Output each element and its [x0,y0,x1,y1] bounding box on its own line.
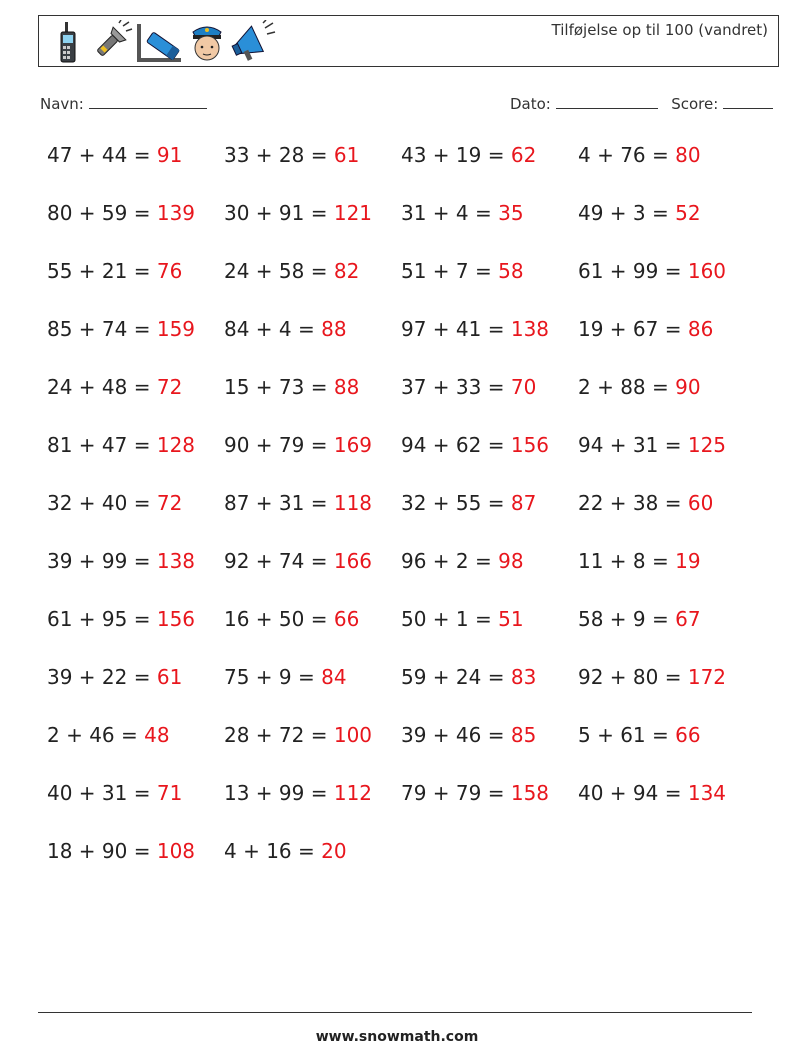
problem-question: 18 + 90 = [47,839,157,863]
problem-answer: 52 [675,201,701,225]
name-blank[interactable] [89,94,207,109]
problem-cell [578,317,713,341]
problem-answer: 91 [156,143,183,167]
problem-cell [578,607,701,631]
problem-answer: 112 [333,781,373,805]
problem-question: 85 + 74 = [47,317,157,341]
problem-cell [224,607,359,631]
problem-cell [401,723,536,747]
problem-answer: 87 [510,491,537,515]
problem-answer: 67 [675,607,701,631]
problem-cell [224,839,347,863]
problem-answer: 169 [333,433,373,457]
problem-question: 50 + 1 = [401,607,499,631]
problem-cell [47,143,182,167]
problem-cell [401,433,549,457]
problem-question: 22 + 38 = [578,491,688,515]
problem-question: 49 + 3 = [578,201,676,225]
problem-cell [401,549,524,573]
problem-question: 30 + 91 = [224,201,334,225]
problem-answer: 82 [333,259,360,283]
problem-question: 11 + 8 = [578,549,676,573]
problem-answer: 71 [156,781,183,805]
problem-cell [224,201,372,225]
problem-cell [578,723,701,747]
problem-cell [224,549,372,573]
problem-answer: 35 [498,201,524,225]
problem-answer: 72 [156,375,183,399]
problem-question: 97 + 41 = [401,317,511,341]
problem-question: 92 + 80 = [578,665,688,689]
problem-answer: 58 [498,259,524,283]
problem-question: 39 + 46 = [401,723,511,747]
problem-cell [401,143,536,167]
problem-question: 24 + 58 = [224,259,334,283]
problem-cell [224,491,372,515]
problem-question: 80 + 59 = [47,201,157,225]
problem-cell [578,549,701,573]
problem-cell [578,433,726,457]
problem-question: 39 + 99 = [47,549,157,573]
problem-question: 47 + 44 = [47,143,157,167]
problem-answer: 51 [498,607,524,631]
problem-cell [47,607,195,631]
problem-answer: 66 [333,607,360,631]
problem-answer: 85 [510,723,537,747]
date-label: Dato: [510,95,551,113]
problem-question: 24 + 48 = [47,375,157,399]
problem-question: 94 + 31 = [578,433,688,457]
problem-cell [578,491,713,515]
problem-cell [47,723,170,747]
footer-divider [38,1012,752,1013]
problem-answer: 121 [333,201,373,225]
problem-cell [224,433,372,457]
problem-question: 39 + 22 = [47,665,157,689]
problem-answer: 159 [156,317,196,341]
problem-answer: 160 [687,259,727,283]
problem-answer: 62 [510,143,537,167]
problem-answer: 156 [156,607,196,631]
problem-answer: 76 [156,259,183,283]
problem-question: 75 + 9 = [224,665,322,689]
problem-question: 87 + 31 = [224,491,334,515]
problem-answer: 125 [687,433,727,457]
problem-answer: 72 [156,491,183,515]
problem-cell [224,143,359,167]
problem-question: 96 + 2 = [401,549,499,573]
problem-cell [224,259,359,283]
problem-question: 13 + 99 = [224,781,334,805]
problem-cell [401,781,549,805]
problem-cell [224,781,372,805]
problem-question: 40 + 94 = [578,781,688,805]
problem-answer: 83 [510,665,537,689]
problem-answer: 66 [675,723,701,747]
problem-cell [224,723,372,747]
problem-answer: 19 [675,549,701,573]
problem-cell [401,259,524,283]
problem-answer: 61 [333,143,360,167]
problem-question: 84 + 4 = [224,317,322,341]
problem-answer: 48 [144,723,170,747]
problem-question: 28 + 72 = [224,723,334,747]
problem-answer: 139 [156,201,196,225]
problem-cell [578,143,701,167]
name-field [40,94,207,113]
problem-question: 59 + 24 = [401,665,511,689]
problem-question: 40 + 31 = [47,781,157,805]
problem-question: 37 + 33 = [401,375,511,399]
problem-answer: 138 [156,549,196,573]
date-score-field [510,94,773,113]
problem-question: 15 + 73 = [224,375,334,399]
problem-answer: 86 [687,317,714,341]
problem-question: 81 + 47 = [47,433,157,457]
problem-cell [47,665,182,689]
name-label: Navn: [40,95,84,113]
problem-answer: 128 [156,433,196,457]
problem-cell [47,781,182,805]
problem-answer: 88 [321,317,347,341]
problem-cell [401,201,524,225]
problem-cell [401,491,536,515]
problem-answer: 90 [675,375,701,399]
problem-question: 16 + 50 = [224,607,334,631]
problem-question: 4 + 76 = [578,143,676,167]
problem-answer: 20 [321,839,347,863]
ruler-icon [135,20,185,64]
problem-answer: 172 [687,665,727,689]
problem-question: 92 + 74 = [224,549,334,573]
walkie-talkie-icon [51,20,87,64]
problem-answer: 84 [321,665,347,689]
problem-question: 58 + 9 = [578,607,676,631]
problem-question: 32 + 55 = [401,491,511,515]
problem-cell [47,839,195,863]
problem-answer: 166 [333,549,373,573]
problem-cell [578,375,701,399]
problem-question: 55 + 21 = [47,259,157,283]
worksheet-title: Tilføjelse op til 100 (vandret) [551,21,768,39]
police-officer-icon [187,20,227,64]
problem-cell [47,201,195,225]
megaphone-icon [229,20,277,64]
problem-question: 2 + 46 = [47,723,145,747]
problem-question: 2 + 88 = [578,375,676,399]
problem-answer: 134 [687,781,727,805]
problem-question: 79 + 79 = [401,781,511,805]
problem-cell [47,491,182,515]
problem-question: 5 + 61 = [578,723,676,747]
problem-cell [578,781,726,805]
header-icons [51,20,277,64]
problem-answer: 138 [510,317,550,341]
footer-url: www.snowmath.com [315,1029,479,1045]
problem-answer: 108 [156,839,196,863]
date-blank[interactable] [556,94,658,109]
problem-cell [401,375,536,399]
problem-question: 4 + 16 = [224,839,322,863]
header-box [38,15,779,67]
problem-answer: 118 [333,491,373,515]
problem-cell [401,317,549,341]
problem-question: 31 + 4 = [401,201,499,225]
problem-answer: 70 [510,375,537,399]
problem-answer: 156 [510,433,550,457]
problem-cell [224,665,347,689]
score-label: Score: [671,95,719,113]
problem-answer: 158 [510,781,550,805]
problem-answer: 100 [333,723,373,747]
problem-cell [224,317,347,341]
problem-cell [47,433,195,457]
problem-question: 51 + 7 = [401,259,499,283]
problem-cell [224,375,359,399]
problem-cell [47,317,195,341]
problem-cell [578,665,726,689]
problem-answer: 61 [156,665,183,689]
problem-question: 33 + 28 = [224,143,334,167]
problem-question: 94 + 62 = [401,433,511,457]
problem-answer: 60 [687,491,714,515]
problem-question: 19 + 67 = [578,317,688,341]
problem-cell [401,665,536,689]
problem-question: 43 + 19 = [401,143,511,167]
problem-cell [401,607,524,631]
problem-answer: 80 [675,143,701,167]
problem-question: 61 + 99 = [578,259,688,283]
problem-cell [578,259,726,283]
problem-cell [47,549,195,573]
problem-answer: 98 [498,549,524,573]
problem-answer: 88 [333,375,360,399]
problem-question: 90 + 79 = [224,433,334,457]
problem-cell [47,375,182,399]
problem-question: 61 + 95 = [47,607,157,631]
score-blank[interactable] [723,94,773,109]
problem-cell [578,201,701,225]
problem-cell [47,259,182,283]
flashlight-icon [89,20,133,64]
problem-question: 32 + 40 = [47,491,157,515]
